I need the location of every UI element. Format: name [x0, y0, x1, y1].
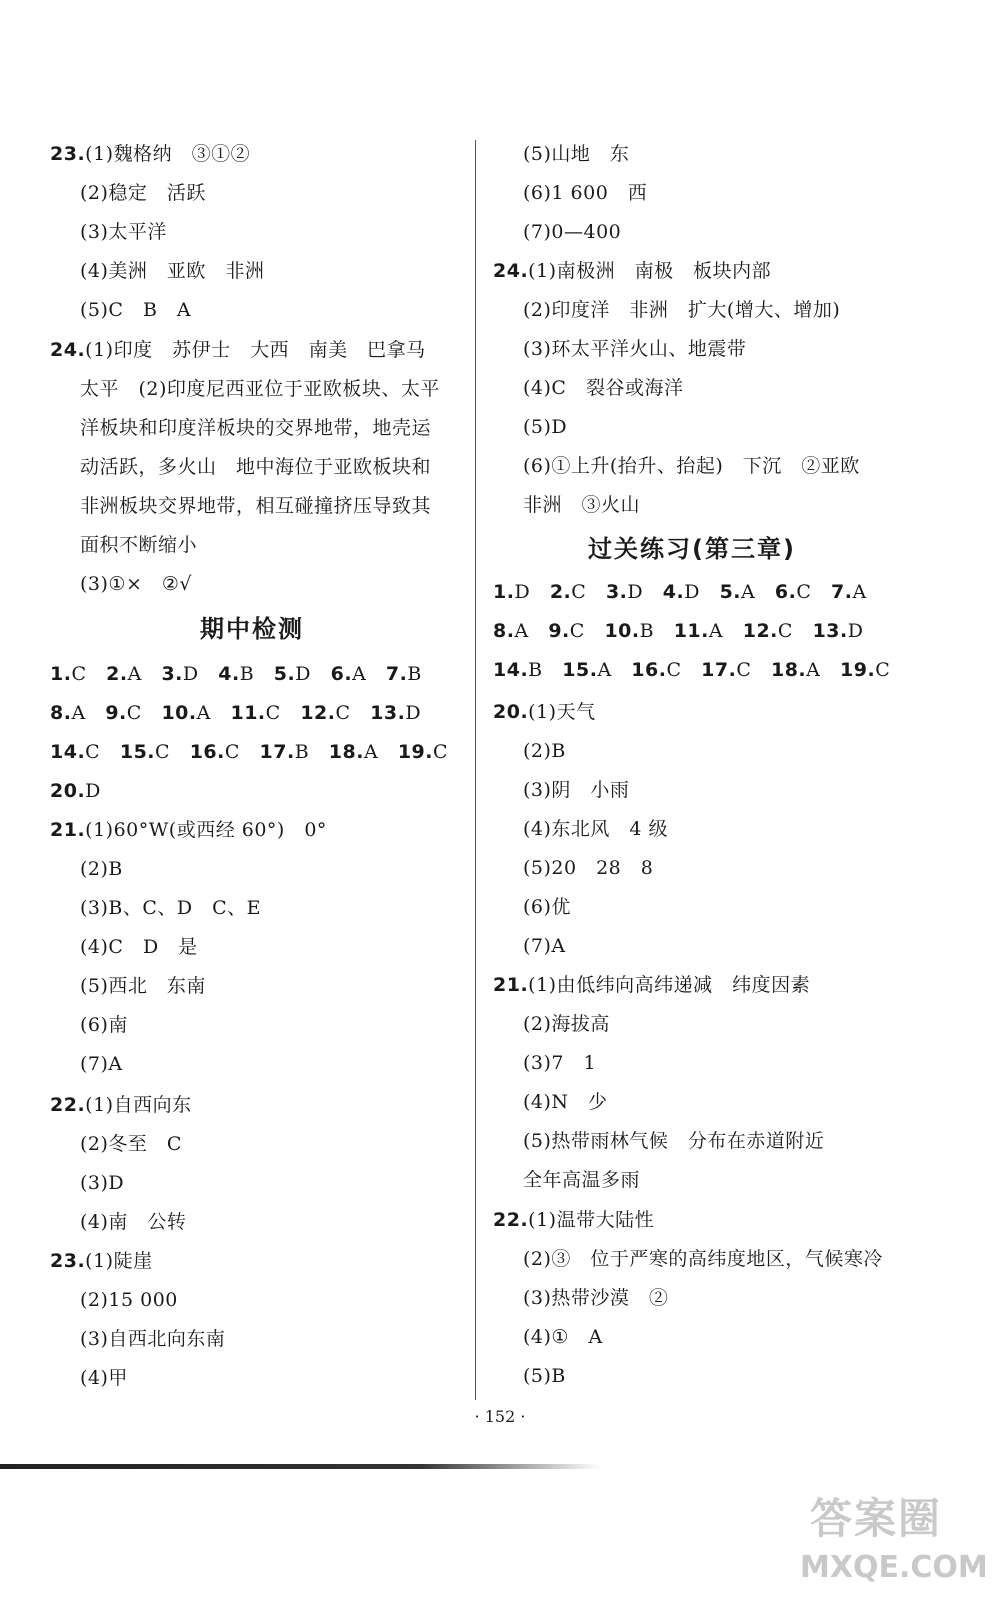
answer-line: (4)C D 是 — [80, 936, 198, 958]
answer-line: (5)20 28 8 — [523, 857, 654, 879]
left-mc-row-4: 20.D — [50, 780, 101, 802]
answer-line: (3)太平洋 — [80, 221, 167, 243]
left-mc-row-3: 14.C 15.C 16.C 17.B 18.A 19.C — [50, 741, 449, 763]
left-q23b-line-1: 23.(1)陡崖 — [50, 1250, 153, 1272]
answer-line: (5)C B A — [80, 299, 192, 321]
watermark-logo: 答案圈 — [810, 1494, 943, 1543]
answer-line: 非洲 ③火山 — [523, 494, 641, 516]
right-mc-row-3: 14.B 15.A 16.C 17.C 18.A 19.C — [493, 659, 891, 681]
left-q21-line-1: 21.(1)60°W(或西经 60°) 0° — [50, 819, 327, 841]
answer-line: (5)山地 东 — [523, 143, 630, 165]
left-q23-line-1: 23.(1)魏格纳 ③①② — [50, 143, 251, 165]
left-mc-row-2: 8.A 9.C 10.A 11.C 12.C 13.D — [50, 702, 422, 724]
answer-line: (3)B、C、D C、E — [80, 897, 262, 919]
answer-line: (3)①× ②√ — [80, 573, 193, 595]
right-mc-row-2: 8.A 9.C 10.B 11.A 12.C 13.D — [493, 620, 864, 642]
answer-line: (2)冬至 C — [80, 1133, 182, 1155]
answer-line: (2)印度洋 非洲 扩大(增大、增加) — [523, 299, 841, 321]
answer-line: (2)③ 位于严寒的高纬度地区，气候寒冷 — [523, 1248, 883, 1270]
answer-line: (2)稳定 活跃 — [80, 182, 206, 204]
left-q22-line-1: 22.(1)自西向东 — [50, 1094, 192, 1116]
answer-line: (7)0—400 — [523, 221, 622, 243]
right-mc-row-1: 1.D 2.C 3.D 4.D 5.A 6.C 7.A — [493, 581, 867, 603]
left-mc-row-1: 1.C 2.A 3.D 4.B 5.D 6.A 7.B — [50, 663, 422, 685]
answer-line: 全年高温多雨 — [523, 1169, 641, 1191]
answer-line: (3)7 1 — [523, 1052, 597, 1074]
section-title-midterm: 期中检测 — [200, 615, 304, 643]
right-q20-line-1: 20.(1)天气 — [493, 701, 596, 723]
answer-line: (5)D — [523, 416, 568, 438]
section-title-chapter3: 过关练习(第三章) — [588, 535, 796, 563]
answer-line: (6)1 600 西 — [523, 182, 648, 204]
answer-line: (6)南 — [80, 1014, 128, 1036]
answer-line: (4)① A — [523, 1326, 603, 1348]
page-number: · 152 · — [474, 1407, 526, 1426]
answer-line: (4)N 少 — [523, 1091, 608, 1113]
answer-line: (5)热带雨林气候 分布在赤道附近 — [523, 1130, 825, 1152]
answer-line: (5)B — [523, 1365, 566, 1387]
answer-line: (2)B — [80, 858, 123, 880]
answer-line: (7)A — [80, 1053, 123, 1075]
column-divider — [475, 140, 476, 1400]
answer-line: (3)热带沙漠 ② — [523, 1287, 669, 1309]
answer-line: 洋板块和印度洋板块的交界地带，地壳运 — [80, 417, 432, 439]
left-q24-line-1: 24.(1)印度 苏伊士 大西 南美 巴拿马 — [50, 339, 426, 361]
watermark — [800, 1495, 990, 1595]
answer-line: (6)①上升(抬升、抬起) 下沉 ②亚欧 — [523, 455, 860, 477]
answer-line: (3)阴 小雨 — [523, 779, 630, 801]
answer-line: (3)自西北向东南 — [80, 1328, 226, 1350]
answer-line: (7)A — [523, 935, 566, 957]
answer-line: (2)B — [523, 740, 566, 762]
answer-line: 面积不断缩小 — [80, 534, 198, 556]
answer-line: (4)东北风 4 级 — [523, 818, 669, 840]
answer-line: (4)美洲 亚欧 非洲 — [80, 260, 265, 282]
answer-line: (2)海拔高 — [523, 1013, 610, 1035]
answer-line: 动活跃，多火山 地中海位于亚欧板块和 — [80, 456, 432, 478]
answer-line: 非洲板块交界地带，相互碰撞挤压导致其 — [80, 495, 432, 517]
answer-line: (4)甲 — [80, 1367, 128, 1389]
answer-line: (4)南 公转 — [80, 1211, 187, 1233]
answer-line: (3)环太平洋火山、地震带 — [523, 338, 747, 360]
bottom-rule — [0, 1464, 600, 1469]
answer-line: 太平 (2)印度尼西亚位于亚欧板块、太平 — [80, 378, 440, 400]
right-q21-line-1: 21.(1)由低纬向高纬递减 纬度因素 — [493, 974, 811, 996]
answer-line: (2)15 000 — [80, 1289, 178, 1311]
answer-line: (6)优 — [523, 896, 571, 918]
answer-line: (5)西北 东南 — [80, 975, 206, 997]
watermark-url: MXQE.COM — [800, 1550, 988, 1585]
answer-line: (3)D — [80, 1172, 125, 1194]
answer-line: (4)C 裂谷或海洋 — [523, 377, 684, 399]
right-q24-line-1: 24.(1)南极洲 南极 板块内部 — [493, 260, 772, 282]
right-q22-line-1: 22.(1)温带大陆性 — [493, 1209, 655, 1231]
